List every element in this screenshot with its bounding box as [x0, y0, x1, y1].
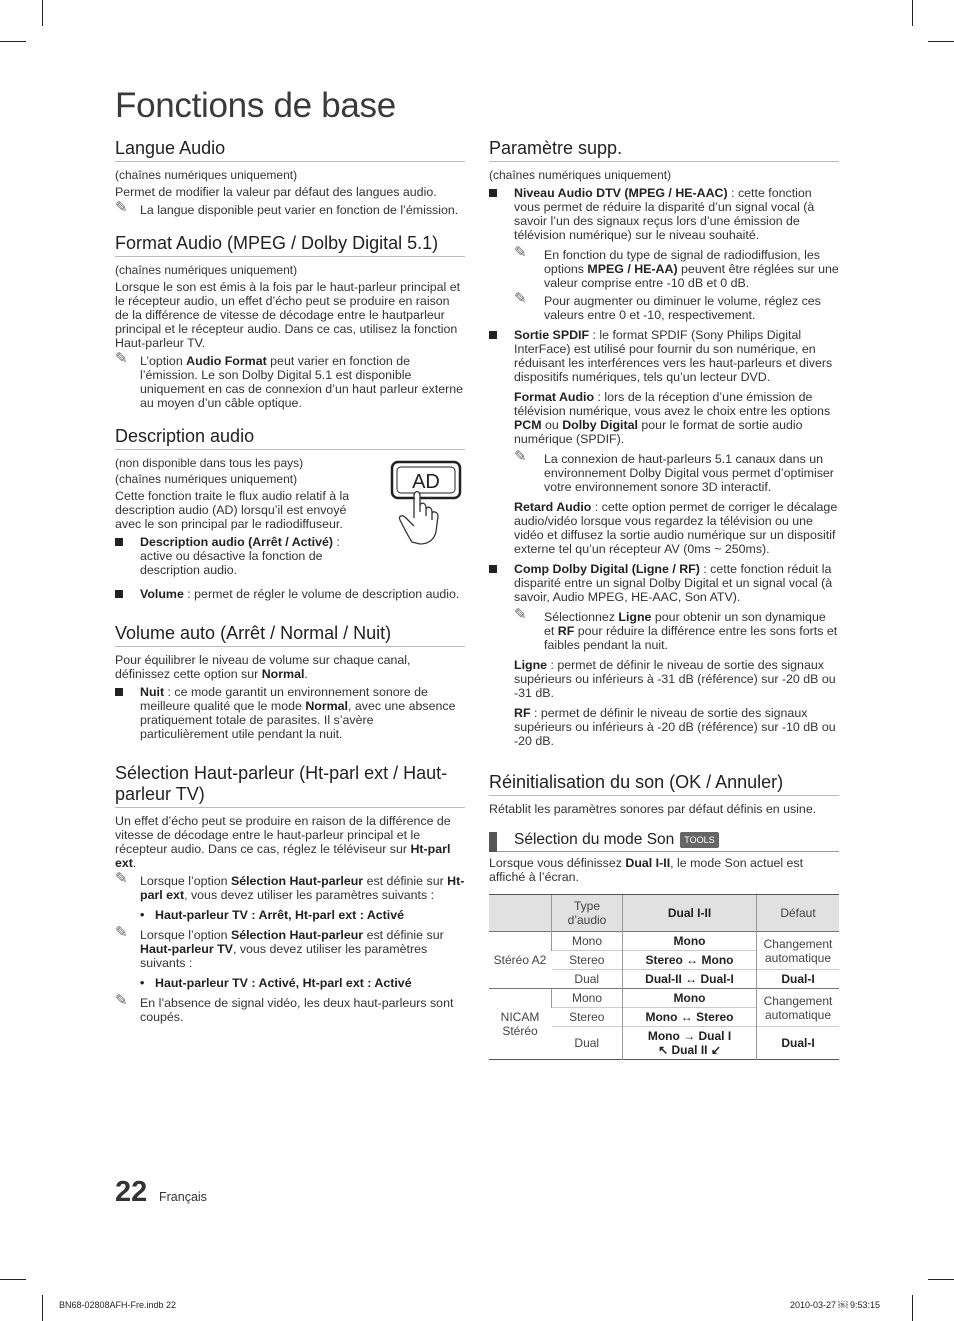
table-header: Dual I-II: [623, 895, 757, 932]
section-heading: Paramètre supp.: [489, 138, 839, 162]
digital-only-note: (chaînes numériques uniquement): [115, 263, 298, 277]
table-row: [489, 932, 839, 951]
bullet-square-icon: [115, 590, 123, 598]
setting-line: • Haut-parleur TV : Activé, Ht-parl ext : Activé: [140, 976, 412, 990]
section-text: Pour équilibrer le niveau de volume sur chaque canal, définissez cette option sur Normal.: [115, 653, 411, 681]
section-description-audio: [115, 426, 465, 601]
note: ✎ La langue disponible peut varier en fonction de l’émission.: [115, 199, 459, 217]
tools-badge-icon: TOOLS: [680, 832, 718, 848]
table-cell: Stereo: [552, 951, 623, 970]
section-selection-haut-parleur: [115, 763, 465, 1024]
remote-ad-button-icon: [390, 456, 470, 548]
section-text: Permet de modifier la valeur par défaut des langues audio.: [115, 185, 437, 199]
table-cell: Mono: [623, 932, 757, 951]
table-cell: Mono ↔ Stereo: [623, 1008, 757, 1027]
note: ✎ Sélectionnez Ligne pour obtenir un son dynamique et RF pour réduire la différence entre les sons forts et faibles pendant la nuit.: [514, 606, 838, 652]
pencil-icon: ✎: [115, 350, 128, 367]
note: ✎ Lorsque l’option Sélection Haut-parleur est définie sur Haut-parleur TV, vous devez utiliser les paramètres suivants :: [115, 924, 444, 970]
print-file-info: BN68-02808AFH-Fre.indb 22: [59, 1300, 177, 1310]
page-title: Fonctions de base: [115, 86, 396, 125]
note: ✎ Lorsque l’option Sélection Haut-parleur est définie sur Ht-parl ext, vous devez utiliser les paramètres suivants :: [115, 870, 465, 902]
pencil-icon: ✎: [514, 448, 527, 465]
pencil-icon: ✎: [115, 992, 128, 1009]
description-body: [115, 456, 465, 531]
crop-mark: [42, 0, 43, 26]
section-text: Un effet d’écho peut se produire en raison de la différence de vitesse de décodage entre le haut-parleur principal et le récepteur audio. Dans ce cas, réglez le téléviseur sur Ht-parl ext.: [115, 814, 451, 870]
crop-mark: [912, 0, 913, 26]
sub-notes: [489, 244, 839, 322]
subsection-mode-son-heading: Sélection du mode Son TOOLS: [489, 832, 839, 852]
rf-item: RF : permet de définir le niveau de sortie des signaux supérieurs ou inférieurs à -20 dB (référence) sur -10 dB ou -20 dB.: [514, 706, 836, 748]
section-heading: Description audio: [115, 426, 465, 450]
retard-audio-item: Retard Audio : cette option permet de corriger le décalage audio/vidéo lorsque vous regardez la télévision ou une vidéo et diffusez la sortie audio numérique sur un dispositif externe tel qu’un récepteur AV (0ms ~ 250ms).: [514, 500, 838, 556]
table-cell: Mono: [552, 932, 623, 951]
crop-mark: [912, 1295, 913, 1321]
digital-only-note: (chaînes numériques uniquement): [115, 472, 298, 486]
sub-notes: [489, 448, 839, 494]
note: ✎ L’option Audio Format peut varier en fonction de l’émission. Le son Dolby Digital 5.1 est disponible uniquement en cas de connexion d’un haut parleur externe au moyen d’un câble optique.: [115, 350, 464, 410]
bullet-square-icon: [489, 565, 497, 573]
pencil-icon: ✎: [115, 924, 128, 941]
table-cell: Changement automatique: [757, 932, 840, 970]
table-cell: Stéréo A2: [489, 932, 552, 989]
section-heading: Réinitialisation du son (OK / Annuler): [489, 772, 839, 796]
bullet-comp-dolby: Comp Dolby Digital (Ligne / RF) : cette fonction réduit la disparité entre un signal Dolby Digital et un signal vocal (à savoir, Audio MPEG, HE-AAC, Son ATV).: [489, 562, 839, 604]
crop-mark: [928, 1279, 954, 1280]
section-volume-auto: [115, 623, 465, 741]
pencil-icon: ✎: [115, 870, 128, 887]
section-langue-audio: [115, 138, 465, 217]
table-cell: Dual: [552, 1027, 623, 1060]
table-cell: NICAM Stéréo: [489, 989, 552, 1060]
table-cell: Dual-I: [757, 970, 840, 989]
pencil-icon: ✎: [514, 290, 527, 307]
table-cell: Dual: [552, 970, 623, 989]
bullet-sortie-spdif: Sortie SPDIF : le format SPDIF (Sony Philips Digital InterFace) est utilisé pour fournir du son numérique, en réduisant les interférences vers les haut-parleurs et divers dispositifs numériques, tels qu’un lecteur DVD.: [489, 328, 839, 384]
note: ✎ En fonction du type de signal de radiodiffusion, les options MPEG / HE-AA) peuvent être réglées sur une valeur comprise entre -10 dB et 0 dB.: [514, 244, 839, 290]
table-header: Défaut: [757, 895, 840, 932]
section-format-audio: [115, 233, 465, 410]
page-language: Français: [159, 1190, 207, 1204]
sound-mode-table: [489, 894, 839, 1060]
table-cell: Stereo ↔ Mono: [623, 951, 757, 970]
table-cell: Mono: [552, 989, 623, 1008]
bullet-square-icon: [115, 688, 123, 696]
table-cell: Mono: [623, 989, 757, 1008]
note: ✎ En l’absence de signal vidéo, les deux haut-parleurs sont coupés.: [115, 992, 454, 1024]
table-cell: Dual-I: [757, 1027, 840, 1060]
table-cell: Dual-II ↔ Dual-I: [623, 970, 757, 989]
note: ✎ Pour augmenter ou diminuer le volume, réglez ces valeurs entre 0 et -10, respectivement.: [514, 290, 821, 322]
left-column: [115, 138, 465, 1040]
section-heading: Sélection Haut-parleur (Ht-parl ext / Haut-parleur TV): [115, 763, 465, 808]
right-column: [489, 138, 839, 1060]
pencil-icon: ✎: [115, 199, 128, 216]
format-audio-item: Format Audio : lors de la réception d’une émission de télévision numérique, vous avez le choix entre les options PCM ou Dolby Digital pour le format de sortie audio numérique (SPDIF).: [514, 390, 831, 446]
digital-only-note: (chaînes numériques uniquement): [115, 168, 298, 182]
bullet-square-icon: [489, 189, 497, 197]
section-text: Lorsque vous définissez Dual I-II, le mode Son actuel est affiché à l’écran.: [489, 856, 804, 884]
bullet-description-audio: Description audio (Arrêt / Activé) : active ou désactive la fonction de description audio.: [115, 535, 360, 577]
ligne-item: Ligne : permet de définir le niveau de sortie des signaux supérieurs ou inférieurs à -31 dB (référence) sur -20 dB ou -31 dB.: [514, 658, 836, 700]
pencil-icon: ✎: [514, 244, 527, 261]
section-text: Rétablit les paramètres sonores par défaut définis en usine.: [489, 802, 817, 816]
sub-notes: [489, 606, 839, 652]
bullet-volume: Volume : permet de régler le volume de description audio.: [115, 587, 465, 601]
table-cell: Changement automatique: [757, 989, 840, 1027]
print-date-info: 2010-03-27 ￼ 9:53:15: [790, 1300, 881, 1310]
bullet-nuit: Nuit : ce mode garantit un environnement sonore de meilleure qualité que le mode Normal, avec une absence pratiquement totale de parasites. Il s’avère particulièrement utile pendant la nuit.: [115, 685, 465, 741]
table-row: [489, 989, 839, 1008]
crop-mark: [0, 41, 26, 42]
section-heading: Volume auto (Arrêt / Normal / Nuit): [115, 623, 465, 647]
crop-mark: [928, 41, 954, 42]
page-number: 22: [115, 1176, 148, 1208]
crop-mark: [0, 1279, 26, 1280]
table-header-empty: [489, 895, 552, 932]
subsection-bar: [489, 832, 497, 852]
availability-note: (non disponible dans tous les pays): [115, 456, 304, 470]
bullet-niveau-audio: Niveau Audio DTV (MPEG / HE-AAC) : cette fonction vous permet de réduire la disparité d’un signal vocal (à savoir l’un des signaux reçus lors d’une émission de télévision numérique) sur le niveau souhaité.: [489, 186, 839, 242]
table-cell: Mono → Dual I ↖ Dual II ↙: [623, 1027, 757, 1060]
section-heading: Langue Audio: [115, 138, 465, 162]
table-cell: Stereo: [552, 1008, 623, 1027]
bullet-square-icon: [489, 331, 497, 339]
section-reinitialisation: [489, 772, 839, 816]
pencil-icon: ✎: [514, 606, 527, 623]
digital-only-note: (chaînes numériques uniquement): [489, 168, 672, 182]
section-text: Cette fonction traite le flux audio relatif à la description audio (AD) lorsqu’il est envoyé avec le son principal par le radiodiffuseur.: [115, 489, 350, 531]
crop-mark: [42, 1295, 43, 1321]
section-text: Lorsque le son est émis à la fois par le haut-parleur principal et le récepteur audio, un effet d’écho peut se produire en raison de la différence de vitesse de décodage entre le hautparleur principal et le récepteur audio. Dans ce cas, utilisez la fonction Haut-parleur TV.: [115, 280, 461, 350]
svg-text:AD: AD: [412, 471, 440, 493]
setting-line: • Haut-parleur TV : Arrêt, Ht-parl ext : Activé: [140, 908, 405, 922]
note: ✎ La connexion de haut-parleurs 5.1 canaux dans un environnement Dolby Digital vous permet d’optimiser votre environnement sonore 3D interactif.: [514, 448, 834, 494]
table-header: Type d’audio: [552, 895, 623, 932]
section-parametre-supp: [489, 138, 839, 748]
section-heading: Format Audio (MPEG / Dolby Digital 5.1): [115, 233, 465, 257]
bullet-square-icon: [115, 538, 123, 546]
